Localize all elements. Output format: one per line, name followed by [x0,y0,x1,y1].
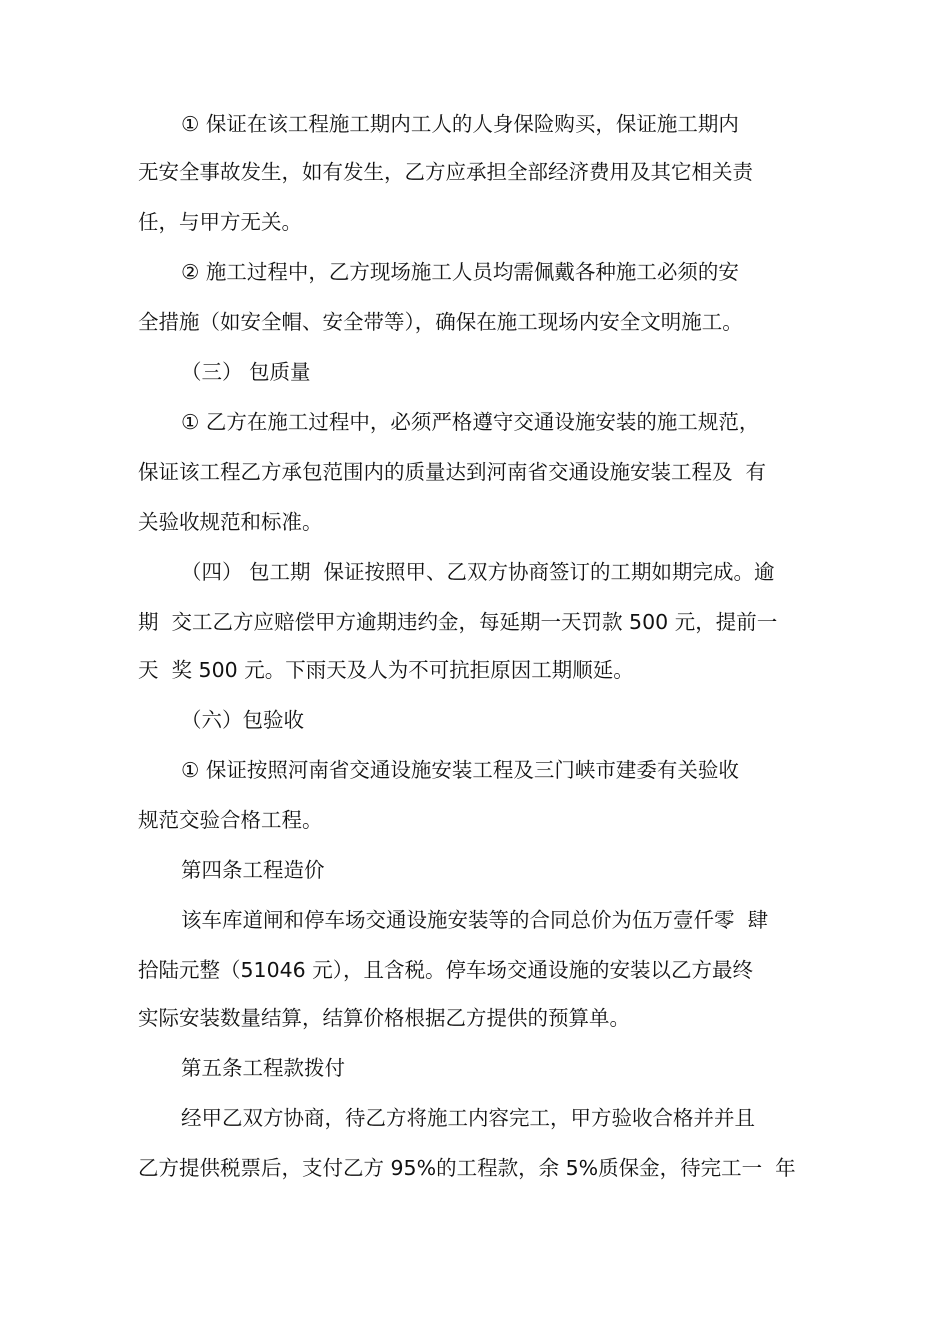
line-text: 关验收规范和标准。 [138,510,323,534]
line-text: 实际安装数量结算，结算价格根据乙方提供的预算单。 [138,1006,630,1030]
line-text: 拾陆元整（51046 元），且含税。停车场交通设施的安装以乙方最终 [138,958,753,982]
line-text: 无安全事故发生，如有发生，乙方应承担全部经济费用及其它相关责 [138,160,753,184]
line-text: 任，与甲方无关。 [138,210,302,234]
line-text: 经甲乙双方协商，待乙方将施工内容完工，甲方验收合格并并且 [181,1106,755,1130]
text-line [0,502,950,542]
section-heading: （六）包验收 [181,708,304,732]
line-text: ① 乙方在施工过程中，必须严格遵守交通设施安装的施工规范， [181,410,760,434]
text-line [0,700,950,740]
text-line [0,650,950,690]
line-text: 规范交验合格工程。 [138,808,323,832]
section-heading: （四） 包工期 保证按照甲、乙双方协商签订的工期如期完成。逾 [181,560,775,584]
text-line [0,900,950,940]
line-text: 保证该工程乙方承包范围内的质量达到河南省交通设施安装工程及 有 [138,460,767,484]
text-line [0,602,950,642]
text-line [0,850,950,890]
section-heading: 第五条工程款拨付 [181,1056,345,1080]
text-line [0,252,950,292]
line-text: ② 施工过程中，乙方现场施工人员均需佩戴各种施工必须的安 [181,260,739,284]
line-text: 天 奖 500 元。下雨天及人为不可抗拒原因工期顺延。 [138,658,634,682]
line-text: ① 保证在该工程施工期内工人的人身保险购买，保证施工期内 [181,112,739,136]
text-line [0,950,950,990]
text-line [0,104,950,144]
section-heading: 第四条工程造价 [181,858,325,882]
text-line [0,800,950,840]
text-line [0,402,950,442]
text-line [0,202,950,242]
text-line [0,152,950,192]
line-text: ① 保证按照河南省交通设施安装工程及三门峡市建委有关验收 [181,758,739,782]
text-line [0,1048,950,1088]
line-text: 全措施（如安全帽、安全带等），确保在施工现场内安全文明施工。 [138,310,743,334]
text-line [0,352,950,392]
line-text: 乙方提供税票后，支付乙方 95%的工程款，余 5%质保金，待完工一 年 [138,1156,796,1180]
text-line [0,750,950,790]
text-line [0,302,950,342]
text-line [0,998,950,1038]
text-line [0,1098,950,1138]
text-line [0,452,950,492]
line-text: 期 交工乙方应赔偿甲方逾期违约金，每延期一天罚款 500 元，提前一 [138,610,778,634]
text-line [0,1148,950,1188]
text-line [0,552,950,592]
section-heading: （三） 包质量 [181,360,311,384]
line-text: 该车库道闸和停车场交通设施安装等的合同总价为伍万壹仟零 肆 [181,908,769,932]
